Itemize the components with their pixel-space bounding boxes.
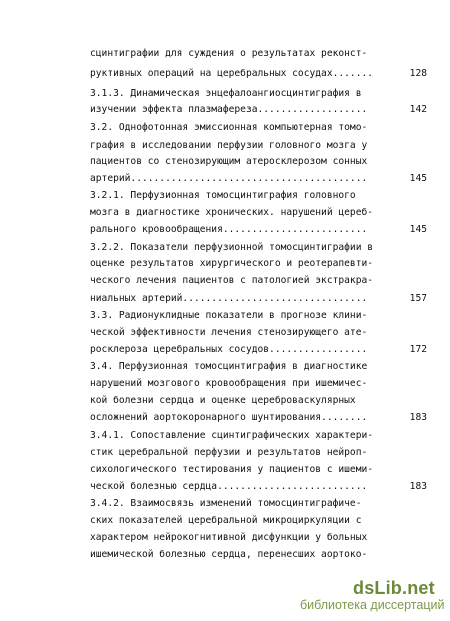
toc-page-number: 183 bbox=[409, 412, 427, 423]
toc-line: изучении эффекта плазмафереза................... bbox=[90, 104, 368, 115]
watermark-subtitle: библиотека диссертаций bbox=[300, 598, 445, 612]
toc-line: 3.2.1. Перфузионная томосцинтиграфия головного bbox=[90, 190, 356, 201]
toc-line: ниальных артерий................................ bbox=[90, 293, 368, 304]
toc-line: 3.2. Однофотонная эмиссионная компьютерная томо- bbox=[90, 122, 368, 133]
toc-line: ческой болезнью сердца.......................... bbox=[90, 481, 368, 492]
toc-line: 3.2.2. Показатели перфузионной томосцинтиграфии в bbox=[90, 242, 374, 253]
toc-line: 3.3. Радионуклидные показатели в прогнозе клини- bbox=[90, 310, 368, 321]
toc-page-number: 183 bbox=[409, 481, 427, 492]
toc-page-number: 145 bbox=[409, 173, 427, 184]
toc-line: росклероза церебральных сосудов................. bbox=[90, 344, 368, 355]
toc-line: 3.4.1. Сопоставление сцинтиграфических характери- bbox=[90, 430, 374, 441]
toc-line: ских показателей церебральной микроциркуляции с bbox=[90, 515, 362, 526]
watermark-logo: dsLib.net bbox=[353, 578, 435, 598]
toc-line: характером нейрокогнитивной дисфункции у больных bbox=[90, 532, 368, 543]
toc-line: ишемической болезнью сердца, перенесших аортоко- bbox=[90, 549, 368, 560]
toc-page-number: 145 bbox=[409, 224, 427, 235]
toc-line: рального кровообращения......................... bbox=[90, 224, 368, 235]
toc-line: артерий......................................... bbox=[90, 173, 368, 184]
toc-line: стик церебральной перфузии и результатов нейроп- bbox=[90, 447, 368, 458]
toc-line: нарушений мозгового кровообращения при ишемичес- bbox=[90, 378, 368, 389]
toc-line: осложнений аортокоронарного шунтирования........ bbox=[90, 412, 368, 423]
toc-line: 3.4. Перфузионная томосцинтиграфия в диагностике bbox=[90, 361, 368, 372]
toc-line: мозга в диагностике хронических. нарушений цереб- bbox=[90, 207, 374, 218]
toc-line: графия в исследовании перфузии головного мозга у bbox=[90, 140, 368, 151]
toc-line: ческого лечения пациентов с патологией экстракра- bbox=[90, 275, 374, 286]
toc-line: ческой эффективности лечения стенозирующего ате- bbox=[90, 327, 368, 338]
toc-page-number: 142 bbox=[409, 104, 427, 115]
toc-page-number: 128 bbox=[409, 68, 427, 79]
toc-line: оценке результатов хирургического и реотерапевти- bbox=[90, 258, 374, 269]
toc-line: сцинтиграфии для суждения о результатах реконст- bbox=[90, 48, 368, 59]
toc-line: руктивных операций на церебральных сосудах....... bbox=[90, 68, 374, 79]
toc-line: кой болезни сердца и оценке цереброваскулярных bbox=[90, 395, 356, 406]
toc-line: сихологического тестирования у пациентов с ишеми- bbox=[90, 464, 374, 475]
toc-line: 3.1.3. Динамическая энцефалоангиосцинтиграфия в bbox=[90, 88, 362, 99]
toc-line: 3.4.2. Взаимосвязь изменений томосцинтиграфиче- bbox=[90, 498, 362, 509]
toc-line: пациентов со стенозирующим атеросклерозом сонных bbox=[90, 156, 368, 167]
toc-page-number: 157 bbox=[409, 293, 427, 304]
toc-page-number: 172 bbox=[409, 344, 427, 355]
